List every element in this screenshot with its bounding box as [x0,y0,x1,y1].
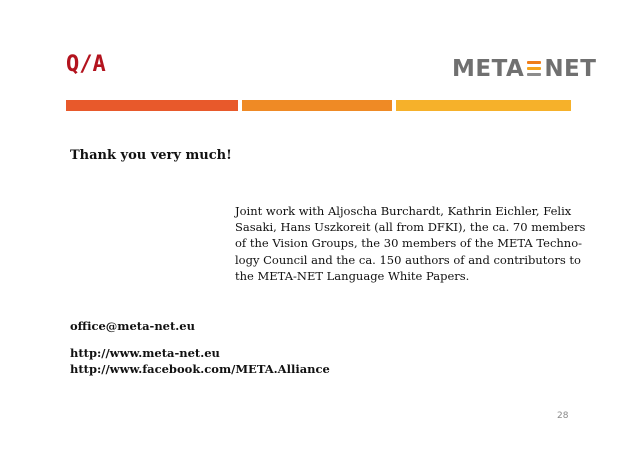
joint-work-line: Joint work with Aljoscha Burchardt, Kathrin Eichler, Felix [235,204,572,218]
color-bar-red-orange [66,100,238,111]
meta-net-stripes-icon [527,59,541,79]
joint-work-paragraph [235,203,586,284]
contact-email[interactable]: office@meta-net.eu [70,319,195,333]
page-number: 28 [557,411,569,421]
logo-net-text: NET [544,56,597,82]
facebook-link[interactable]: http://www.facebook.com/META.Alliance [70,362,330,376]
joint-work-line: Sasaki, Hans Uszkoreit (all from DFKI), the ca. 70 members [235,220,586,235]
color-bar-orange [242,100,392,111]
joint-work-line: of the Vision Groups, the 30 members of the META Techno- [235,236,583,251]
meta-net-logo [452,54,596,84]
slide-title: Q/A [66,52,106,77]
color-bar-yellow [396,100,571,111]
website-link[interactable]: http://www.meta-net.eu [70,346,220,360]
joint-work-line: logy Council and the ca. 150 authors of and contributors to [235,252,581,267]
thanks-heading: Thank you very much! [70,148,232,163]
joint-work-line: the META-NET Language White Papers. [235,268,470,283]
logo-meta-text: META [452,56,525,82]
